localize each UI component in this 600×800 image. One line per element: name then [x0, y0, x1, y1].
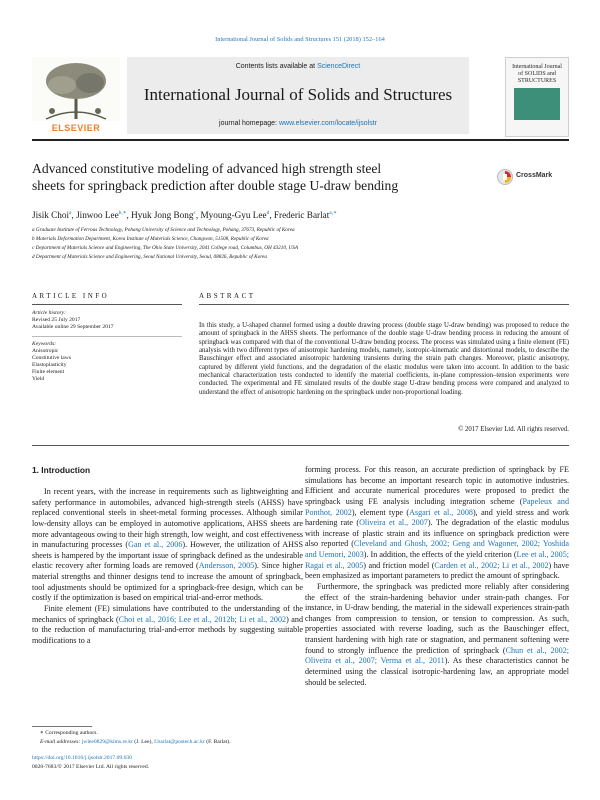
section-heading: 1. Introduction [32, 465, 91, 475]
citation-link[interactable]: Chun et al., 2002; Oliveira et al., 2007; Verma et al., 2011 [305, 645, 569, 666]
author[interactable]: Jinwoo Lee [76, 210, 119, 221]
author[interactable]: Hyuk Jong Bong [131, 210, 194, 221]
keywords [32, 341, 182, 384]
author-list: Jisik Choi$^a$, Jinwoo Lee$^{b,∗}$, Hyuk Jong Bong$^c$, Myoung-Gyu Lee$^d$, Frederic Barlat$^{a,∗}$ [32, 210, 337, 221]
affiliation: b Materials Deformation Department, Korea Institute of Materials Science, Changwon, 51508, Republic of Korea [32, 236, 269, 242]
journal-title: International Journal of Solids and Structures [143, 85, 453, 104]
text: ) and to the reduction of manufacturing trial-and-error methods by suggesting suitable modifications to a [32, 614, 303, 645]
keyword: Yield [32, 376, 45, 383]
left-column [32, 487, 303, 646]
abstract-text: In this study, a U-shaped channel formed using a double drawing process (double stage U-draw bending) was proposed to reduce the amount of springback in the AHSS sheets. The performance of the double stage U-draw bending process in reducing the amount of springback was compared with that of the conventional U-draw bending process. The process was simulated using a finite element (FE) analysis with two different types of anisotropic hardening models, namely, isotropic-kinematic and distortional models, to describe the Bauschinger effect and associated anisotropic hardening transients during the strain path changes. Moreover, plastic anisotropy, captured by different yield functions, and the degradation of the elastic modulus were taken into account. In addition to the basic mechanical characterization tests conducted to identify the material coefficients, in-plane compression–tension experiments were conducted. The experimental and FE simulated results of the double stage U-draw bending process were compared and analyzed to understand the effect of anisotropic hardening on the springback under non-proportional loading. [199, 322, 569, 396]
paragraph [305, 465, 569, 582]
email-link[interactable]: jwlee0829@kims.re.kr [81, 739, 133, 745]
available-date: Available online 29 September 2017 [32, 324, 114, 331]
text: ). In addition, the effects of the yield criterion ( [363, 550, 517, 559]
elsevier-logo [32, 57, 120, 134]
info-rule [32, 304, 182, 305]
email-label: E-mail addresses: [40, 739, 82, 745]
text: Finite element (FE) simulations have contributed to the understanding of the mechanics of springback ( [32, 603, 303, 624]
elsevier-tree-icon [32, 57, 120, 121]
crossmark-icon [497, 169, 513, 185]
citation-link[interactable]: Choi et al., 2016; Lee et al., 2012b; Li et al., 2002 [118, 614, 287, 624]
affiliation: a Graduate Institute of Ferrous Technology, Pohang University of Science and Technology, Pohang, 37673, Republic of Korea [32, 227, 295, 233]
text: Furthermore, the springback was predicted more reliably after considering the effect of the strain-hardening behavior under strain-path changes. For instance, in U-draw bending, the material in the sidewall experiences strain-path changes from compression to tension, or tension to compression. As such, properties associated with reverse loading, such as the Bauschinger effect, transient hardening with high rate or stagnation, and permanent softening were found to strongly influence the prediction of springback ( [305, 581, 569, 655]
text: ). As these characteristics cannot be determined using the classical isotropic-hardening law, an appropriate model should be selected. [305, 656, 569, 687]
author-sup[interactable]: b,∗ [118, 210, 127, 216]
citation-link[interactable]: Cleveland and Ghosh, 2002; Geng and Wagoner, 2002; Yoshida and Uemori, 2003 [305, 539, 569, 559]
crossmark-button[interactable] [497, 168, 567, 186]
homepage-line [127, 120, 469, 127]
right-column [305, 465, 569, 688]
keyword: Finite element [32, 369, 65, 376]
author-sup[interactable]: a [69, 210, 72, 216]
journal-homepage-link[interactable]: www.elsevier.com/locate/ijsolstr [278, 120, 377, 127]
issn-line: 0020-7683/© 2017 Elsevier Ltd. All rights reserved. [32, 764, 150, 770]
journal-header [32, 57, 569, 137]
abstract-heading: ABSTRACT [199, 292, 256, 300]
contents-line [127, 63, 469, 70]
contents-prefix: Contents lists available at [235, 63, 318, 70]
paragraph [305, 582, 569, 688]
citation-link[interactable]: Asgari et al., 2008 [409, 507, 473, 517]
author[interactable]: Frederic Barlat [273, 210, 330, 221]
paragraph [32, 604, 303, 647]
affiliation: d Department of Materials Science and Engineering, Seoul National University, Seoul, 08826, Republic of Korea [32, 254, 267, 260]
title-line-2: sheets for springback prediction after double stage U-draw bending [32, 178, 399, 193]
affiliation: c Department of Materials Science and Engineering, The Ohio State University, 2041 College road, Columbus, OH 43210, USA [32, 245, 299, 251]
journal-reference[interactable]: International Journal of Solids and Structures 151 (2018) 152–164 [215, 36, 385, 43]
article-history [32, 310, 182, 331]
crossmark-label: CrossMark [516, 172, 553, 179]
header-rule [32, 139, 569, 141]
keyword: Constitutive laws [32, 355, 72, 362]
email-name: (J. Lee), [132, 739, 155, 745]
email-link[interactable]: f.barlat@postech.ac.kr [154, 739, 205, 745]
author[interactable]: Jisik Choi [32, 210, 70, 221]
abstract-copyright: © 2017 Elsevier Ltd. All rights reserved. [458, 426, 569, 433]
text: ) have been emphasized as important parameters to predict the amount of springback. [305, 560, 570, 581]
citation-link[interactable]: Papeleux and Ponthot, 2002 [305, 496, 569, 517]
text: forming process. For this reason, an accurate prediction of springback by FE simulations has become an important research topic in automotive industries. Efficient and accurate numerical procedures were proposed to predict the springback using FE analysis including integration scheme ( [305, 465, 569, 506]
cover-art [514, 88, 560, 120]
title-line-1: Advanced constitutive modeling of advanced high strength steel [32, 161, 382, 176]
corresponding-note: ∗ Corresponding authors. [40, 730, 98, 736]
email-name: (F. Barlat). [204, 739, 231, 745]
author-sup[interactable]: d [266, 210, 270, 216]
text: ) and friction model ( [363, 560, 435, 570]
keywords-label: Keywords: [32, 341, 57, 347]
revised-date: Revised 25 July 2017 [32, 317, 81, 324]
cover-title: International Journal of SOLIDS and STRUCTURES [512, 64, 562, 84]
citation-link[interactable]: Andersson, 2005 [198, 561, 255, 571]
doi-link[interactable]: https://doi.org/10.1016/j.ijsolstr.2017.09.030 [32, 755, 132, 761]
abstract-rule [199, 304, 569, 305]
history-label: Article history: [32, 310, 67, 316]
keyword: Elastoplasticity [32, 362, 67, 369]
homepage-prefix: journal homepage: [219, 120, 279, 127]
journal-banner [127, 57, 469, 134]
text: ). The degradation of the elastic modulus with increase of plastic strain and its influence on springback prediction were also reported ( [305, 518, 570, 549]
text: ), and yield stress and work hardening rate ( [305, 507, 570, 528]
keyword: Anisotropic [32, 348, 59, 355]
text: ). However, the utilization of AHSS sheets is hampered by the important issue of springback defined as the undesirable elastic recovery after forming loads are removed ( [32, 540, 303, 571]
text: ), element type ( [351, 507, 410, 517]
sciencedirect-link[interactable]: ScienceDirect [317, 63, 361, 70]
email-note [40, 739, 310, 746]
author[interactable]: Myoung-Gyu Lee [200, 210, 267, 221]
text: ). Since higher material strengths and thinner designs tend to increase the amount of springback, tool adjustments should be optimized for a springback-free design, which can be costly if the optimization is based on empirical trial-and-error methods. [32, 561, 303, 603]
article-info-heading: ARTICLE INFO [32, 292, 110, 300]
paragraph [32, 487, 303, 604]
citation-link[interactable]: Oliveira et al., 2007 [359, 518, 428, 528]
article-title [32, 160, 502, 194]
author-sup[interactable]: a,∗ [329, 210, 337, 216]
info-divider [32, 336, 182, 337]
citation-link[interactable]: Gan et al., 2006 [128, 540, 183, 550]
journal-cover [505, 57, 569, 137]
author-sup[interactable]: c [193, 210, 196, 216]
abstract-bottom-rule [32, 445, 569, 446]
publisher-name: ELSEVIER [51, 123, 101, 133]
citation-link[interactable]: Lee et al., 2005; Ragai et al., 2005 [305, 550, 569, 570]
text: In recent years, with the increase in requirements such as lightweighting and safety performance in automobiles, advanced high-strength steels (AHSS) have replaced conventional steels in sheet-metal forming processes. Although similar low-density alloys can be employed in automotive applications, AHSS sheets are more advantageous owing to their high strength, low weight, and cost effectiveness in manufacturing processes ( [32, 487, 303, 550]
citation-link[interactable]: Carden et al., 2002; Li et al., 2002 [434, 560, 549, 570]
footnote-rule [32, 726, 92, 727]
